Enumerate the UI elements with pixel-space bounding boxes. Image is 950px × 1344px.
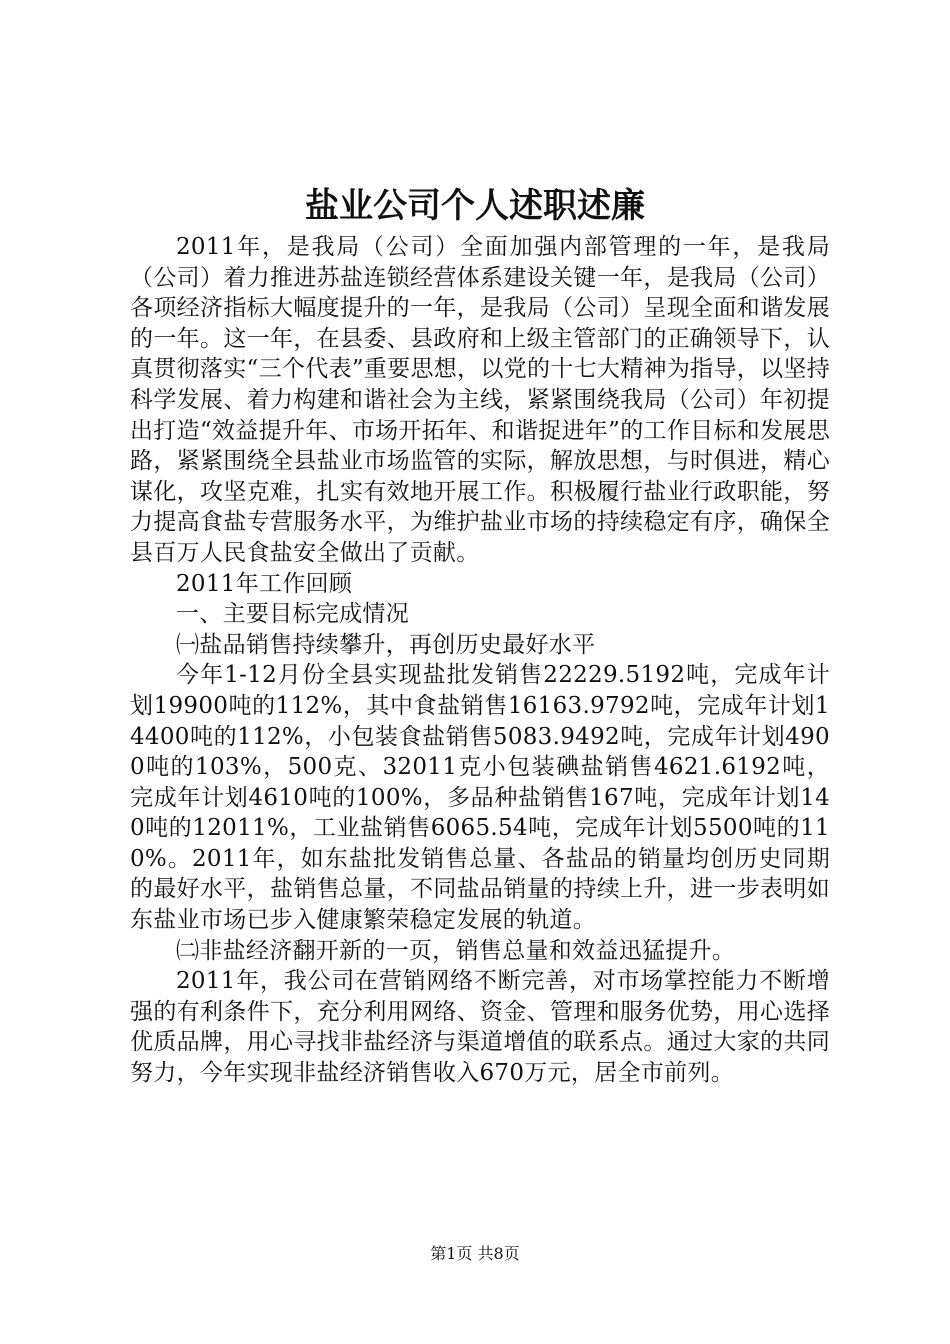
paragraph-salt-sales: 今年1-12月份全县实现盐批发销售22229.5192吨，完成年计划19900吨的112%，其中食盐销售16163.9792吨，完成年计划14400吨的112%，小包装食盐销售5083.9492吨，完成年计划4900吨的103%，500克、32011克小包装碘盐销售4621.6192吨，完成年计划4610吨的100%，多品种盐销售167吨，完成年计划140吨的12011%，工业盐销售6065.54吨，完成年计划5500吨的110%。2011年，如东盐批发销售总量、各盐品的销量均创历史同期的最好水平，盐销售总量，不同盐品销量的持续上升，进一步表明如东盐业市场已步入健康繁荣稳定发展的轨道。 — [130, 662, 830, 934]
paragraph-intro: 2011年，是我局（公司）全面加强内部管理的一年，是我局（公司）着力推进苏盐连锁经营体系建设关键一年，是我局（公司）各项经济指标大幅度提升的一年，是我局（公司）呈现全面和谐发展的一年。这一年，在县委、县政府和上级主管部门的正确领导下，认真贯彻落实“三个代表”重要思想，以党的十七大精神为指导，以坚持科学发展、着力构建和谐社会为主线，紧紧围绕我局（公司）年初提出打造“效益提升年、市场开拓年、和谐捉进年”的工作目标和发展思路，紧紧围绕全县盐业市场监管的实际，解放思想，与时俱进，精心谋化，攻坚克难，扎实有效地开展工作。积极履行盐业行政职能，努力提高食盐专营服务水平，为维护盐业市场的持续稳定有序，确保全县百万人民食盐安全做出了贡献。 — [130, 234, 830, 566]
heading-section-1: 一、主要目标完成情况 — [176, 601, 409, 628]
page-footer: 第1页 共8页 — [430, 1244, 520, 1263]
heading-subsection-1: ㈠盐品销售持续攀升，再创历史最好水平 — [176, 631, 596, 658]
paragraph-non-salt: 2011年，我公司在营销网络不断完善，对市场掌控能力不断增强的有利条件下，充分利用网络、资金、管理和服务优势，用心选择优质品牌，用心寻找非盐经济与渠道增值的联系点。通过大家的共同努力，今年实现非盐经济销售收入670万元，居全市前列。 — [130, 968, 830, 1087]
heading-subsection-2: ㈡非盐经济翻开新的一页，销售总量和效益迅猛提升。 — [176, 937, 736, 964]
document-body — [130, 232, 830, 1089]
heading-review: 2011年工作回顾 — [176, 570, 353, 597]
document-title: 盐业公司个人述职述廉 — [305, 186, 645, 226]
